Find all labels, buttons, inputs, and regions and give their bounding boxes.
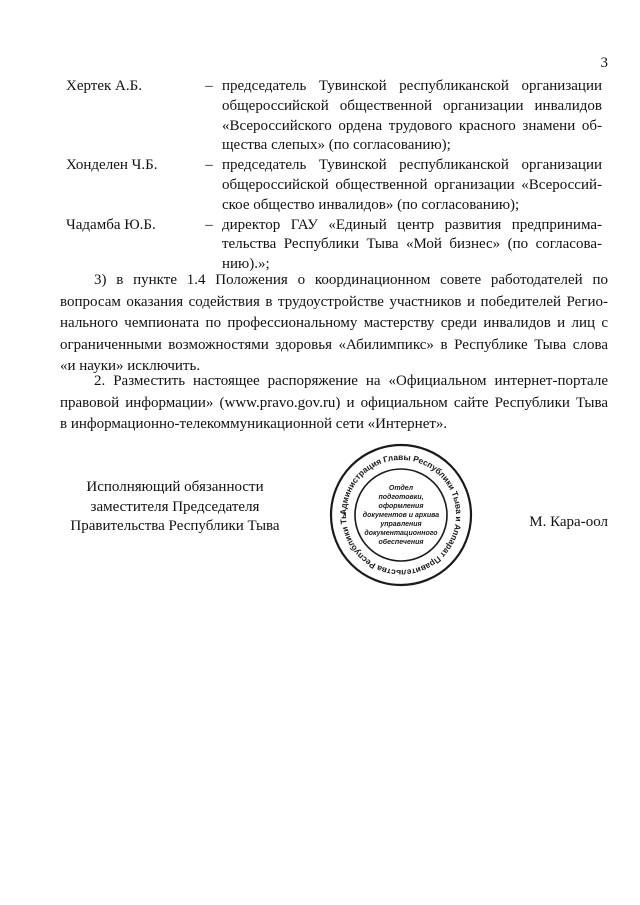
paragraph-line: в информационно-телекоммуникационной сети «Интернет». bbox=[60, 416, 448, 433]
members-list bbox=[66, 77, 602, 275]
member-description-line: общероссийской общественной организации «Всероссий- bbox=[222, 176, 602, 193]
paragraph-point-2 bbox=[60, 371, 608, 436]
seal-ring-text: Администрация Главы Республики Тыва и Аппарат Правительства Республики Ты bbox=[337, 451, 465, 579]
paragraph-line: 3) в пункте 1.4 Положения о координационном совете работодателей по bbox=[94, 272, 608, 288]
member-row bbox=[66, 77, 602, 156]
paragraph-line: «и науки» исключить. bbox=[60, 358, 201, 375]
seal-stamp-icon bbox=[328, 442, 474, 588]
member-description-line: «Всероссийского ордена трудового красного знамени об- bbox=[222, 117, 602, 134]
seal-center-line: оформления bbox=[378, 503, 424, 510]
member-dash: – bbox=[205, 216, 213, 233]
signatory-name: М. Кара-оол bbox=[529, 514, 608, 530]
member-description-line: тельства Республики Тыва «Мой бизнес» (по согласова- bbox=[222, 236, 602, 253]
member-description-line: директор ГАУ «Единый центр развития предпринима- bbox=[222, 216, 602, 233]
paragraph-item-3 bbox=[60, 270, 608, 378]
signatory-title-line: Правительства Республики Тыва bbox=[70, 518, 280, 534]
paragraph-line: 2. Разместить настоящее распоряжение на «Официальном интернет-портале bbox=[94, 373, 608, 389]
signatory-title-line: Исполняющий обязанности bbox=[86, 479, 264, 495]
seal-center-line: управления bbox=[380, 521, 422, 528]
member-description-line: общероссийской общественной организации инвалидов bbox=[222, 97, 602, 114]
member-name: Хонделен Ч.Б. bbox=[66, 157, 158, 174]
member-description bbox=[222, 216, 602, 275]
member-dash: – bbox=[205, 78, 213, 94]
member-row bbox=[66, 156, 602, 215]
paragraph-line: вопросам оказания содействия в трудоустройстве участников и победителей Регио- bbox=[60, 293, 608, 310]
member-description-line: щества слепых» (по согласованию); bbox=[222, 137, 451, 154]
seal-center-line: документов и архива bbox=[362, 512, 440, 519]
member-description bbox=[222, 156, 602, 215]
page-number: 3 bbox=[600, 55, 608, 71]
paragraph-line: ограниченными возможностями здоровья «Абилимпикс» в Республике Тыва слова bbox=[60, 336, 608, 353]
member-description bbox=[222, 77, 602, 156]
seal-center-line: обеспечения bbox=[378, 539, 424, 546]
paragraph-line: нального чемпионата по профессиональному мастерству среди инвалидов и лиц с bbox=[60, 315, 608, 332]
signatory-title-line: заместителя Председателя bbox=[90, 498, 260, 515]
member-description-line: председатель Тувинской республиканской организации bbox=[222, 78, 602, 94]
member-dash: – bbox=[205, 157, 213, 174]
member-description-line: председатель Тувинской республиканской организации bbox=[222, 157, 602, 174]
seal-center-line: Отдел bbox=[388, 485, 414, 492]
member-description-line: ское общество инвалидов» (по согласованию); bbox=[222, 196, 520, 213]
member-row bbox=[66, 216, 602, 275]
member-description-line: нию).»; bbox=[222, 256, 270, 273]
seal-center-line: подготовки, bbox=[378, 494, 424, 501]
member-name: Хертек А.Б. bbox=[66, 78, 142, 94]
official-seal bbox=[328, 442, 474, 588]
paragraph-line: правовой информации» (www.pravo.gov.ru) и официальном сайте Республики Тыва bbox=[60, 394, 608, 411]
seal-center-line: документационного bbox=[364, 530, 438, 537]
member-name: Чадамба Ю.Б. bbox=[66, 216, 156, 233]
signatory-title bbox=[60, 478, 290, 537]
